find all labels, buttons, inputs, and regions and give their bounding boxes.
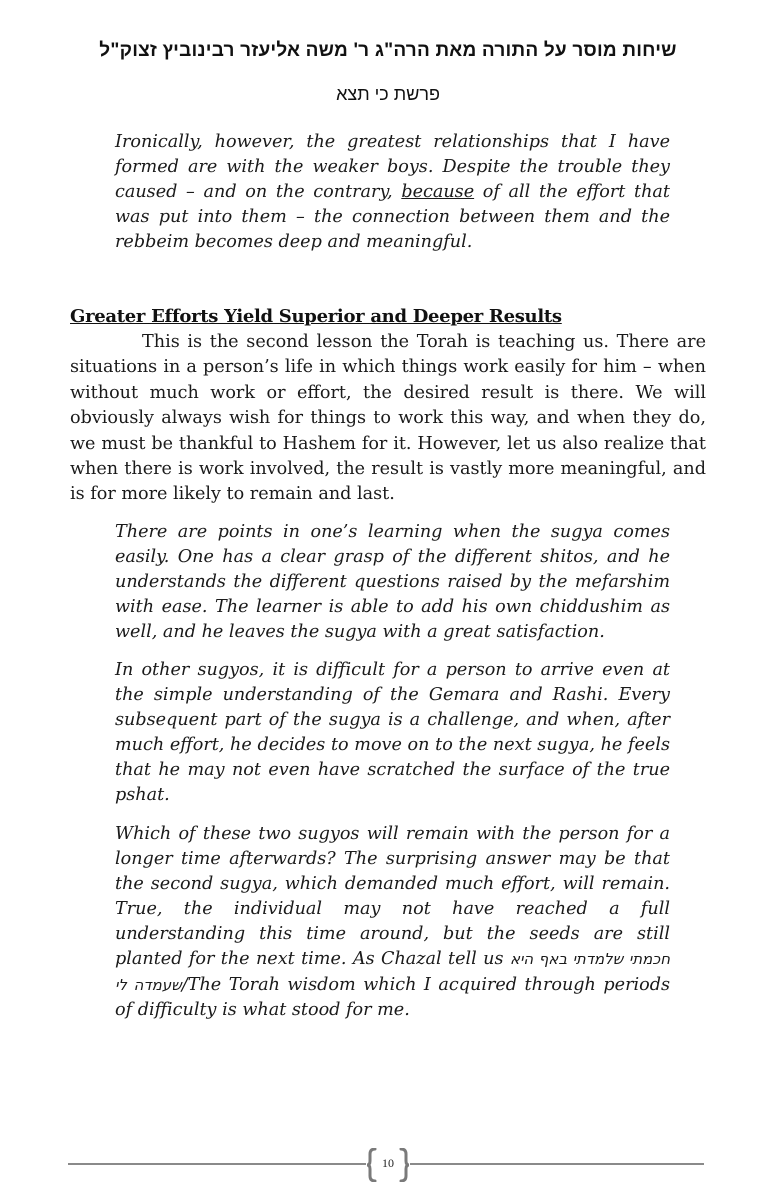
quote-block-easy-sugya: There are points in one’s learning when the sugya comes easily. One has a clear grasp of the different shitos, and he understands the different questions raised by the mefarshim with ease. The learner is able to add his own chiddushim as well, and he leaves the sugya with a great satisfaction.: [115, 522, 670, 643]
quote-text: Ironically, however, the greatest relationships that I have formed are with the weaker boys. Despite the trouble they caused – and on the contrary,: [115, 132, 670, 203]
emphasized-word: because: [401, 182, 475, 203]
running-header-parsha: פרשת כי תצא: [336, 84, 440, 104]
section-heading: Greater Efforts Yield Superior and Deeper Results: [70, 306, 562, 327]
page-number-brace-frame: [366, 1148, 410, 1182]
page-footer: [68, 1146, 704, 1186]
quote-block-relationships: [115, 130, 670, 255]
footer-rule-left: [68, 1163, 366, 1165]
body-paragraph: This is the second lesson the Torah is teaching us. There are situations in a person’s life in which things work easily for him – when without much work or effort, the desired result is there. We will obviously always wish for things to work this way, and when they do, we must be thankful to Hashem for it. However, let us also realize that when there is work involved, the result is vastly more meaningful, and is for more likely to remain and last.: [70, 332, 706, 505]
footer-rule-right: [410, 1163, 704, 1165]
quote-block-difficult-sugya: In other sugyos, it is difficult for a person to arrive even at the simple understanding of the Gemara and Rashi. Every subsequent part of the sugya is a challenge, and when, after much effort, he decides to move on to the next sugya, he feels that he may not even have scratched the surface of the true pshat.: [115, 660, 670, 806]
hebrew-citation: חכמתי שלמדתי באף היא שעמדה לי: [115, 950, 671, 994]
quote-block-which-remains: [115, 822, 670, 1023]
page-number: 10: [382, 1156, 394, 1170]
quote-text: of all the effort that was put into them – the connection between them and the rebbeim becomes deep and meaningful.: [115, 182, 670, 253]
quote-text: /The Torah wisdom which I acquired through periods of difficulty is what stood for me.: [115, 974, 670, 1020]
quote-text: Which of these two sugyos will remain with the person for a longer time afterwards? The surprising answer may be that the second sugya, which demanded much effort, will remain. True, the individual may not have reached a full understanding this time around, but the seeds are still planted for the next time. As Chazal tell us: [115, 824, 670, 970]
running-header-title: שיחות מוסר על התורה מאת הרה"ג ר' משה אליעזר רבינוביץ זצוק"ל: [99, 40, 677, 61]
